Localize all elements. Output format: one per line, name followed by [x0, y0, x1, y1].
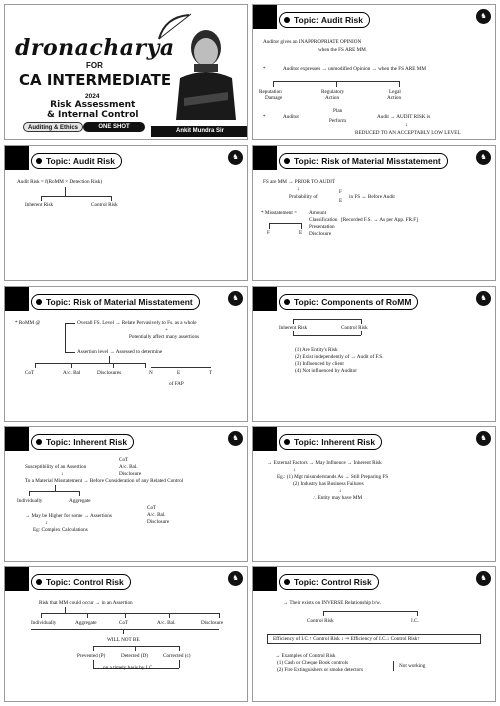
connector — [79, 491, 80, 496]
connector — [29, 491, 30, 496]
topic-title: Topic: Control Risk — [279, 574, 379, 590]
text-line: Risk that MM could occur → in an Assertion — [39, 600, 133, 606]
text-line: Potentially affect many assertions — [129, 334, 200, 340]
connector — [71, 363, 72, 368]
slide-inherent-risk-1 — [4, 426, 248, 562]
connector — [31, 629, 219, 630]
text-line: → Examples of Control Risk — [275, 653, 336, 659]
connector — [269, 223, 270, 229]
connector — [269, 223, 301, 224]
text-line: Disclosure — [201, 620, 224, 626]
text-line: Reputation — [259, 89, 282, 95]
text-line: when the FS ARE MM — [318, 47, 366, 53]
text-line: Perform — [329, 118, 346, 124]
text-line: A/c. Bal — [63, 370, 81, 376]
text-line: Auditor — [283, 114, 300, 120]
topic-title: Topic: Risk of Material Misstatement — [279, 153, 448, 169]
subject-line-2: & Internal Control — [47, 110, 139, 120]
cover-for: FOR — [86, 61, 103, 70]
connector — [93, 660, 94, 668]
text-line: Prevented (P) — [77, 653, 106, 659]
bow-arrow-icon — [155, 11, 195, 41]
text-line: Classification — [309, 217, 338, 223]
cover-slide — [4, 4, 248, 140]
slide-corner — [253, 5, 277, 29]
text-line: Audit Risk = f(RoMM × Detection Risk) — [17, 179, 103, 185]
bullet-icon — [284, 299, 290, 305]
connector — [293, 319, 294, 324]
text-line: Disclosure — [119, 471, 142, 477]
topic-title: Topic: Inherent Risk — [279, 434, 382, 450]
text-line: Not working — [399, 663, 426, 669]
slide-inherent-risk-2 — [252, 426, 496, 562]
logo-icon: ♞ — [476, 571, 491, 586]
one-shot-pill: ONE SHOT — [83, 122, 145, 132]
text-line: F — [267, 230, 270, 236]
text-line: Auditor expresses → unmodified Opinion → when the FS ARE MM — [283, 66, 426, 72]
connector — [41, 196, 42, 201]
text-line: in FS ↔ Before Audit — [349, 194, 395, 200]
logo-icon: ♞ — [476, 291, 491, 306]
text-line: Amount — [309, 210, 327, 216]
connector — [93, 646, 179, 647]
slide-audit-risk-2 — [4, 145, 248, 281]
connector — [125, 613, 126, 618]
connector — [361, 331, 362, 335]
text-line: WILL NOT BE — [107, 637, 140, 643]
slide-audit-risk-1 — [252, 4, 496, 140]
connector — [123, 629, 124, 634]
slide-corner — [253, 427, 277, 451]
text-line: on a timely basis by I.C. — [103, 665, 154, 671]
connector — [41, 196, 111, 197]
logo-icon: ♞ — [228, 291, 243, 306]
connector — [293, 335, 361, 336]
text-line: ↓ — [61, 471, 64, 477]
topic-title: Topic: Audit Risk — [279, 12, 370, 28]
bullet-icon — [284, 158, 290, 164]
bullet-icon — [36, 439, 42, 445]
text-line: CoT — [119, 620, 129, 626]
connector — [361, 319, 362, 324]
text-line: Eg: Complex Calculations — [33, 527, 88, 533]
connector — [111, 196, 112, 201]
text-line: Individually — [17, 498, 43, 504]
text-line: ↓ — [339, 488, 342, 494]
slide-romm-1 — [252, 145, 496, 281]
connector — [301, 223, 302, 229]
slide-corner — [253, 287, 277, 311]
text-line: Inherent Risk — [279, 325, 308, 331]
slide-corner — [5, 427, 29, 451]
topic-title: Topic: Audit Risk — [31, 153, 122, 169]
text-line: Disclosure — [147, 519, 170, 525]
connector — [135, 646, 136, 651]
logo-icon: ♞ — [476, 431, 491, 446]
connector — [169, 613, 170, 618]
brand-title: dronacharya — [15, 35, 175, 61]
text-line: ↓ — [297, 186, 300, 192]
text-line: E — [177, 370, 181, 376]
text-line: Control Risk — [341, 325, 368, 331]
text-line: Individually — [31, 620, 57, 626]
text-line: * — [263, 114, 266, 120]
connector — [65, 323, 66, 352]
text-line: (1) Cash or Cheque Book controls — [277, 660, 349, 666]
text-line: Presentation — [309, 224, 335, 230]
text-line: Eg.: (1) Mgt misunderstands As → Still Preparing FS — [277, 474, 389, 480]
text-line: (1) Are Entity's Risk — [295, 347, 338, 353]
connector — [399, 81, 400, 87]
cover-year: 2024 — [85, 93, 100, 100]
text-line: Detected (D) — [121, 653, 148, 659]
text-line: REDUCED TO AN ACCEPTABLY LOW LEVEL — [355, 130, 461, 136]
subject-title — [47, 100, 139, 120]
text-line: ↓ — [293, 467, 296, 473]
bullet-icon — [36, 299, 42, 305]
connector — [417, 611, 418, 616]
text-line: (3) Influenced by client — [295, 361, 344, 367]
text-line: Inherent Risk — [25, 202, 54, 208]
text-line: ∴ Entity may have MM — [313, 495, 363, 501]
connector — [273, 81, 274, 87]
bullet-icon — [284, 439, 290, 445]
text-line: (2) Exist independently of → Audit of F.S. — [295, 354, 384, 360]
connector — [93, 646, 94, 651]
slide-corner — [253, 567, 277, 591]
logo-icon: ♞ — [228, 431, 243, 446]
presenter-name: Ankit Mundra Sir — [151, 126, 248, 137]
text-line: Auditor gives an INAPPROPRIATE OPINION — [263, 39, 362, 45]
connector — [179, 646, 180, 651]
connector — [293, 319, 361, 320]
text-line: Aggregate — [69, 498, 91, 504]
text-line: Action — [387, 95, 402, 101]
text-line: (2) Fire Extinguishers or smoke detectors — [277, 667, 364, 673]
text-line: → May be Higher for some → Assertions — [25, 513, 112, 519]
text-line: CoT — [147, 505, 157, 511]
text-line: F — [339, 189, 342, 195]
text-line: → Their exists on INVERSE Relationship b/w. — [283, 600, 381, 606]
connector — [219, 613, 220, 618]
connector — [113, 363, 114, 368]
connector — [35, 363, 36, 368]
text-line: Legal — [389, 89, 401, 95]
text-line: I.C. — [411, 618, 419, 624]
text-line: Disclosures — [97, 370, 122, 376]
text-line: Corrected (c) — [163, 653, 191, 659]
text-line: Action — [325, 95, 340, 101]
connector — [65, 352, 75, 353]
text-line: Assertion level → Assessed to determine — [77, 349, 163, 355]
text-line: Regulatory — [321, 89, 345, 95]
bullet-icon — [36, 579, 42, 585]
connector — [87, 613, 88, 618]
slide-corner — [5, 287, 29, 311]
text-line: CoT — [25, 370, 35, 376]
connector — [65, 187, 66, 196]
text-line: To a Material Misstatement → Before Consideration of any Related Control — [25, 478, 184, 484]
logo-icon: ♞ — [228, 571, 243, 586]
text-line: * Misstatement = — [261, 210, 298, 216]
connector — [336, 81, 337, 87]
connector — [323, 611, 324, 616]
connector — [109, 356, 110, 363]
text-line: ↓ — [45, 520, 48, 526]
text-line: T — [209, 370, 213, 376]
text-line: A/c. Bal. — [147, 512, 166, 518]
text-line: [Recorded F.S. → As per App. FR.F] — [341, 217, 418, 223]
connector — [151, 367, 211, 368]
bullet-icon — [284, 17, 290, 23]
text-line: + — [165, 327, 168, 333]
text-line: Audit → AUDIT RISK is — [377, 114, 431, 120]
slide-corner — [5, 146, 29, 170]
slide-control-risk-2 — [252, 566, 496, 702]
connector — [41, 613, 42, 618]
connector — [65, 323, 75, 324]
bullet-icon — [284, 579, 290, 585]
text-line: Efficiency of I.C.↑ Control Risk ↓ ⇒ Efficiency of I.C.↓ Control Risk↑ — [273, 636, 420, 642]
slide-components-romm — [252, 286, 496, 422]
text-line: ↓ — [405, 122, 408, 128]
slide-romm-2 — [4, 286, 248, 422]
logo-icon: ♞ — [476, 150, 491, 165]
text-line: (4) Not influenced by Auditor — [295, 368, 357, 374]
text-line: CoT — [119, 457, 129, 463]
topic-title: Topic: Control Risk — [31, 574, 131, 590]
text-line: Control Risk — [91, 202, 118, 208]
slide-control-risk-1 — [4, 566, 248, 702]
connector — [179, 660, 180, 668]
text-line: Control Risk — [307, 618, 334, 624]
text-line: Probability of — [289, 194, 318, 200]
subject-line-1: Risk Assessment — [50, 100, 136, 110]
connector — [29, 491, 79, 492]
connector — [35, 363, 145, 364]
connector — [41, 613, 219, 614]
connector — [293, 331, 294, 335]
bullet-icon — [36, 158, 42, 164]
paper-pill: Auditing & Ethics — [23, 122, 83, 132]
text-line: → External Factors → May Influence → Inherent Risk — [267, 460, 382, 466]
text-line: * RoMM @ — [15, 320, 41, 326]
slide-corner — [253, 146, 277, 170]
logo-icon: ♞ — [476, 9, 491, 24]
text-line: Overall FS. Level → Relate Pervasively to Fs. as a whole — [77, 320, 197, 326]
text-line: (2) Industry has Business Failures — [293, 481, 364, 487]
topic-title: Topic: Components of RoMM — [279, 294, 418, 310]
topic-title: Topic: Inherent Risk — [31, 434, 134, 450]
text-line: of FAP — [169, 381, 184, 387]
connector — [323, 611, 417, 612]
text-line: A/c. Bal. — [157, 620, 176, 626]
text-line: FS are MM → PRIOR TO AUDIT — [263, 179, 336, 185]
text-line: Susceptibility of an Assertion — [25, 464, 87, 470]
logo-icon: ♞ — [228, 150, 243, 165]
text-line: Damage — [265, 95, 283, 101]
text-line: Aggregate — [75, 620, 97, 626]
connector — [145, 363, 146, 368]
connector — [393, 661, 394, 671]
text-line: N — [149, 370, 153, 376]
text-line: Plan — [333, 108, 343, 114]
text-line: * — [263, 66, 266, 72]
topic-title: Topic: Risk of Material Misstatement — [31, 294, 200, 310]
text-line: E — [299, 230, 303, 236]
course-title: CA INTERMEDIATE — [19, 71, 172, 89]
slide-corner — [5, 567, 29, 591]
text-line: E — [339, 198, 343, 204]
text-line: Disclosure — [309, 231, 332, 237]
text-line: A/c. Bal. — [119, 464, 138, 470]
